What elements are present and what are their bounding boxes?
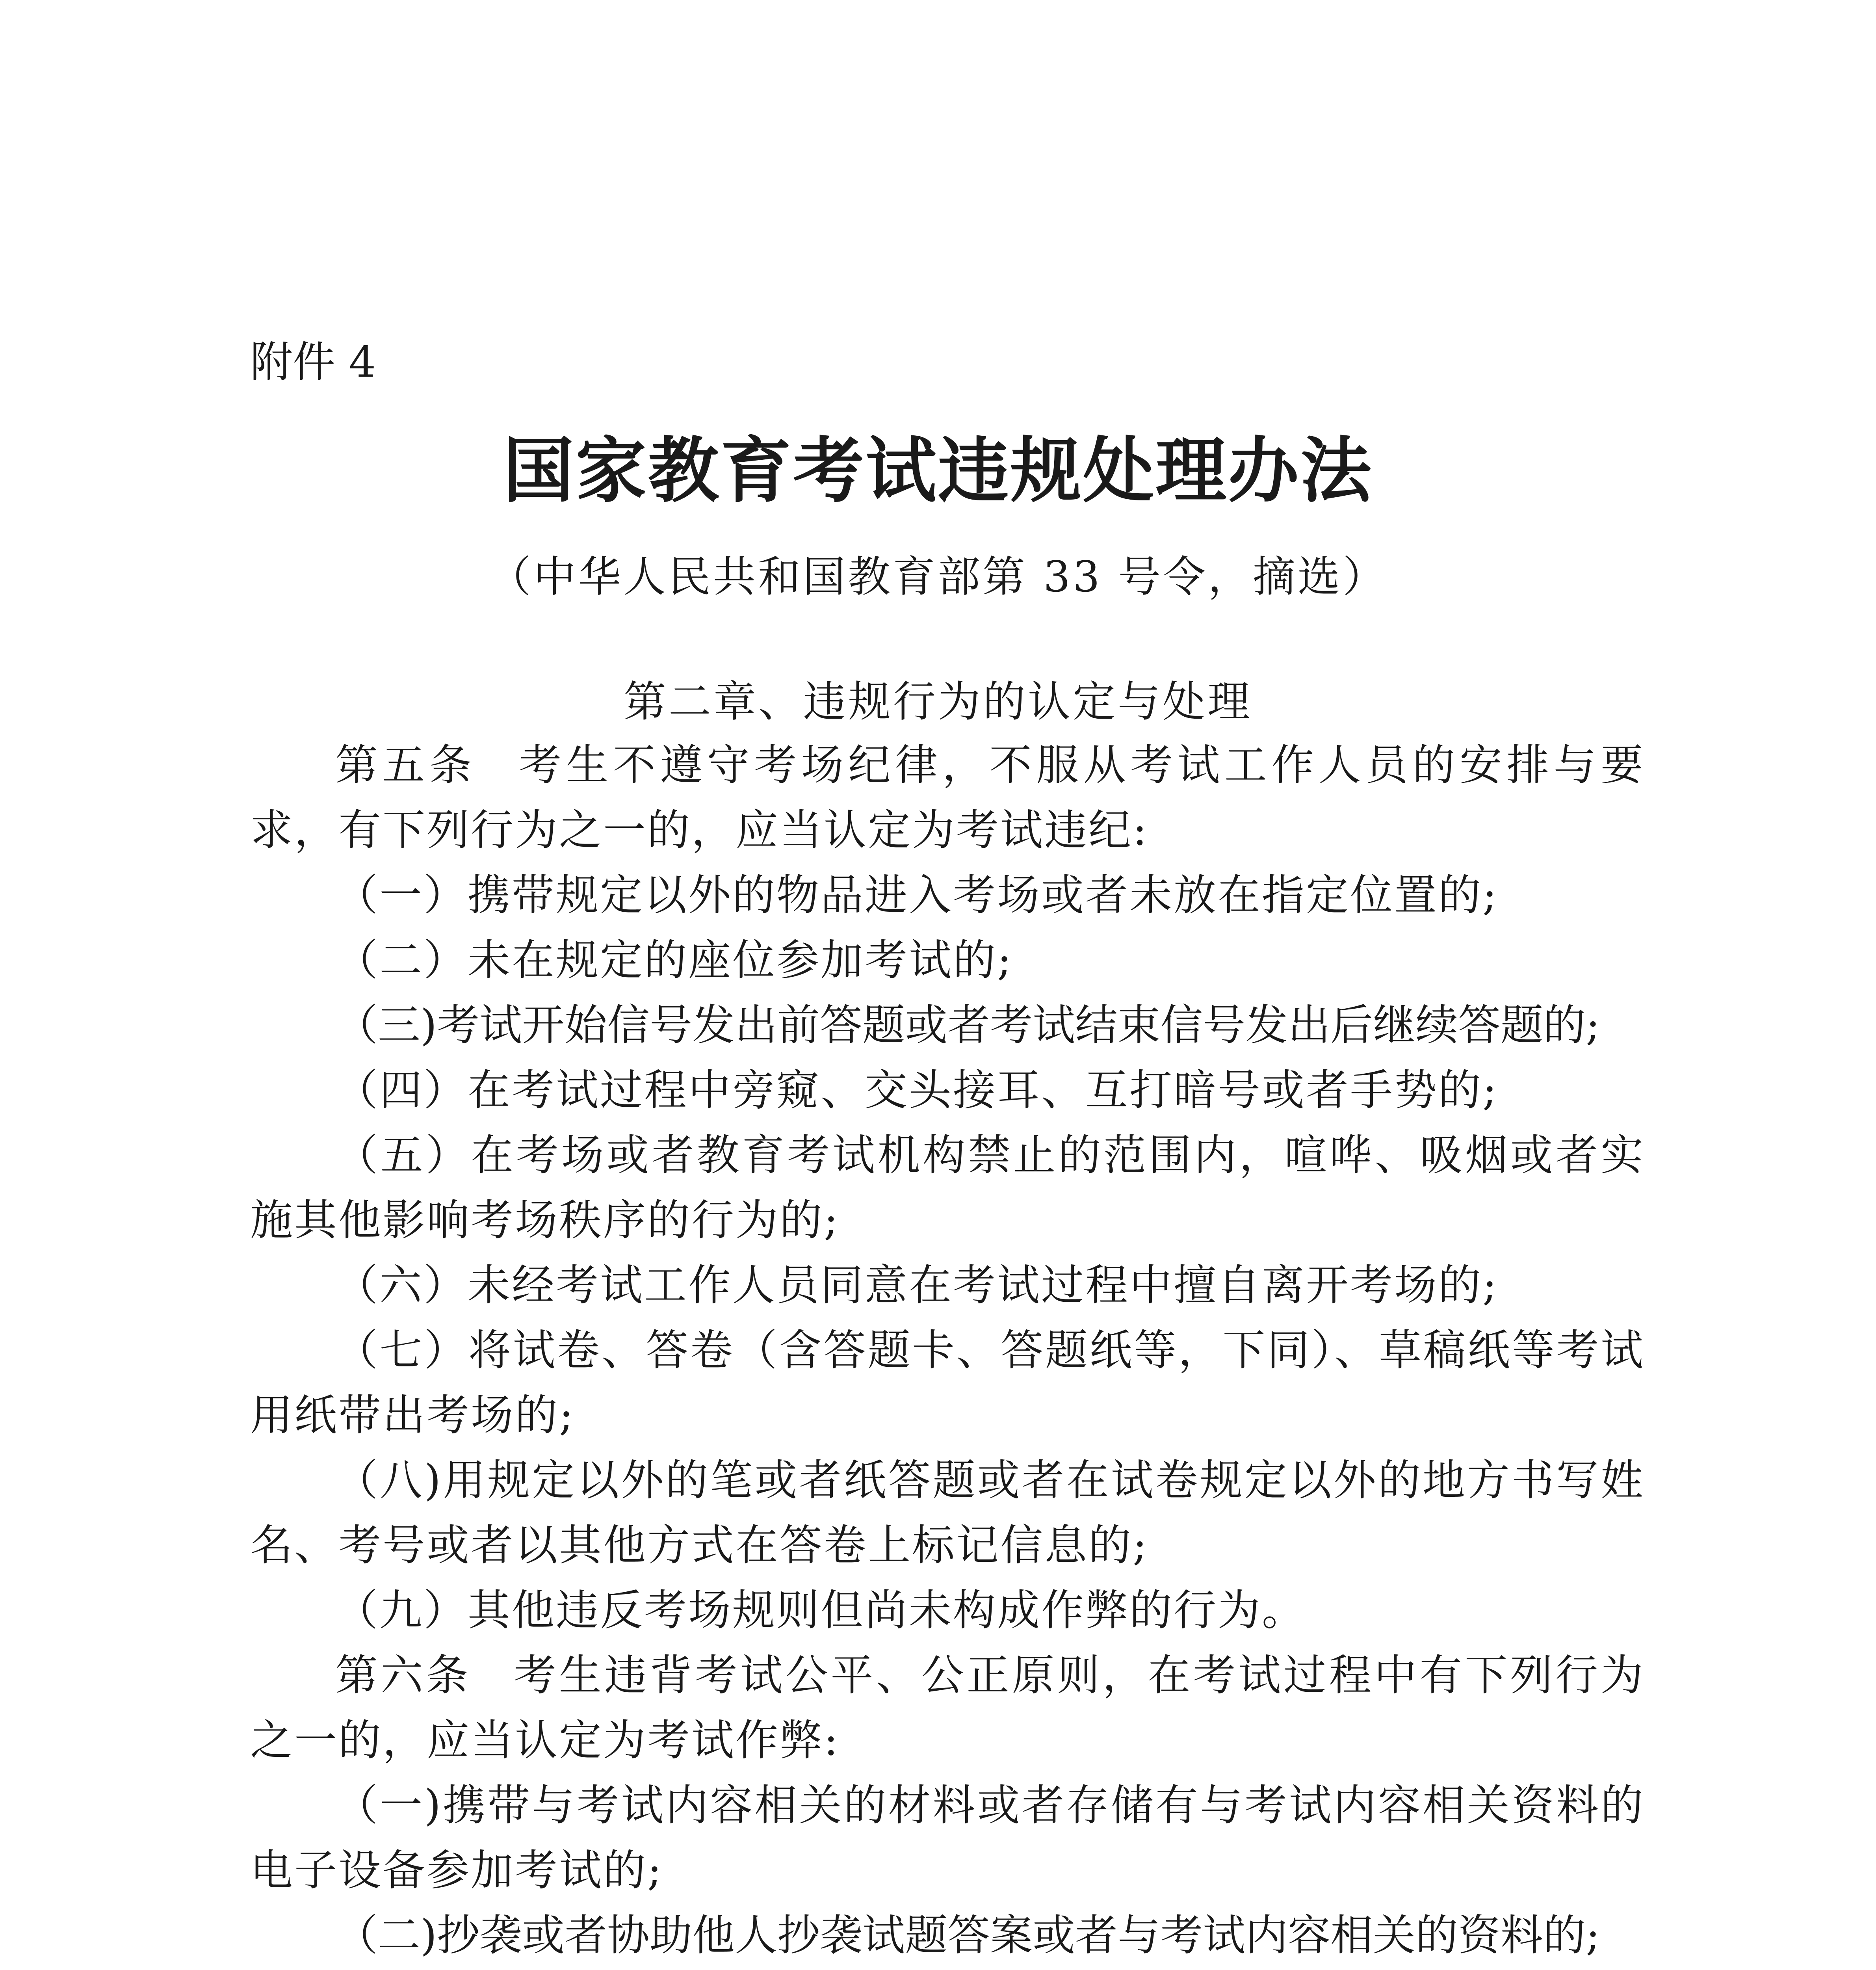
article-5-item-7: （七）将试卷、答卷（含答题卡、答题纸等，下同）、草稿纸等考试用纸带出考场的; — [250, 1326, 1645, 1440]
article-6-intro — [250, 1643, 1645, 1773]
document-title: 国家教育考试违规处理办法 — [503, 429, 1373, 512]
article-5-item-6: （六）未经考试工作人员同意在考试过程中擅自离开考场的; — [335, 1261, 1499, 1310]
article-5-item-3: （三)考试开始信号发出前答题或者考试结束信号发出后继续答题的; — [335, 1001, 1600, 1050]
article-6-item-3 — [250, 1968, 1645, 1970]
article-6-head: 第六条 — [335, 1651, 471, 1700]
article-5-item-5: （五）在考场或者教育考试机构禁止的范围内，喧哗、吸烟或者实施其他影响考场秩序的行为的; — [250, 1131, 1645, 1245]
article-6-item-2: （二)抄袭或者协助他人抄袭试题答案或者与考试内容相关的资料的; — [335, 1911, 1600, 1960]
article-5-head: 第五条 — [335, 741, 477, 790]
article-6-intro-text: 考生违背考试公平、公正原则，在考试过程中有下列行为之一的，应当认定为考试作弊: — [250, 1651, 1645, 1765]
article-6-item-1: （一)携带与考试内容相关的材料或者存储有与考试内容相关资料的电子设备参加考试的; — [250, 1781, 1645, 1895]
article-5-item-1: （一）携带规定以外的物品进入考场或者未放在指定位置的; — [335, 871, 1499, 920]
attachment-label: 附件 4 — [250, 338, 376, 387]
document-subtitle: （中华人民共和国教育部第 33 号令，摘选） — [488, 552, 1388, 602]
article-5-item-8: （八)用规定以外的笔或者纸答题或者在试卷规定以外的地方书写姓名、考号或者以其他方式在答卷上标记信息的; — [250, 1456, 1645, 1570]
article-5-item-2: （二）未在规定的座位参加考试的; — [335, 936, 1013, 985]
chapter-heading: 第二章、违规行为的认定与处理 — [623, 677, 1252, 727]
document-body — [250, 733, 1645, 1970]
article-5-intro — [250, 733, 1645, 863]
article-5-item-9: （九）其他违反考场规则但尚未构成作弊的行为。 — [335, 1586, 1306, 1635]
article-5-intro-text: 考生不遵守考场纪律，不服从考试工作人员的安排与要求，有下列行为之一的，应当认定为考试违纪: — [250, 741, 1645, 855]
article-5-item-4: （四）在考试过程中旁窥、交头接耳、互打暗号或者手势的; — [335, 1066, 1499, 1115]
